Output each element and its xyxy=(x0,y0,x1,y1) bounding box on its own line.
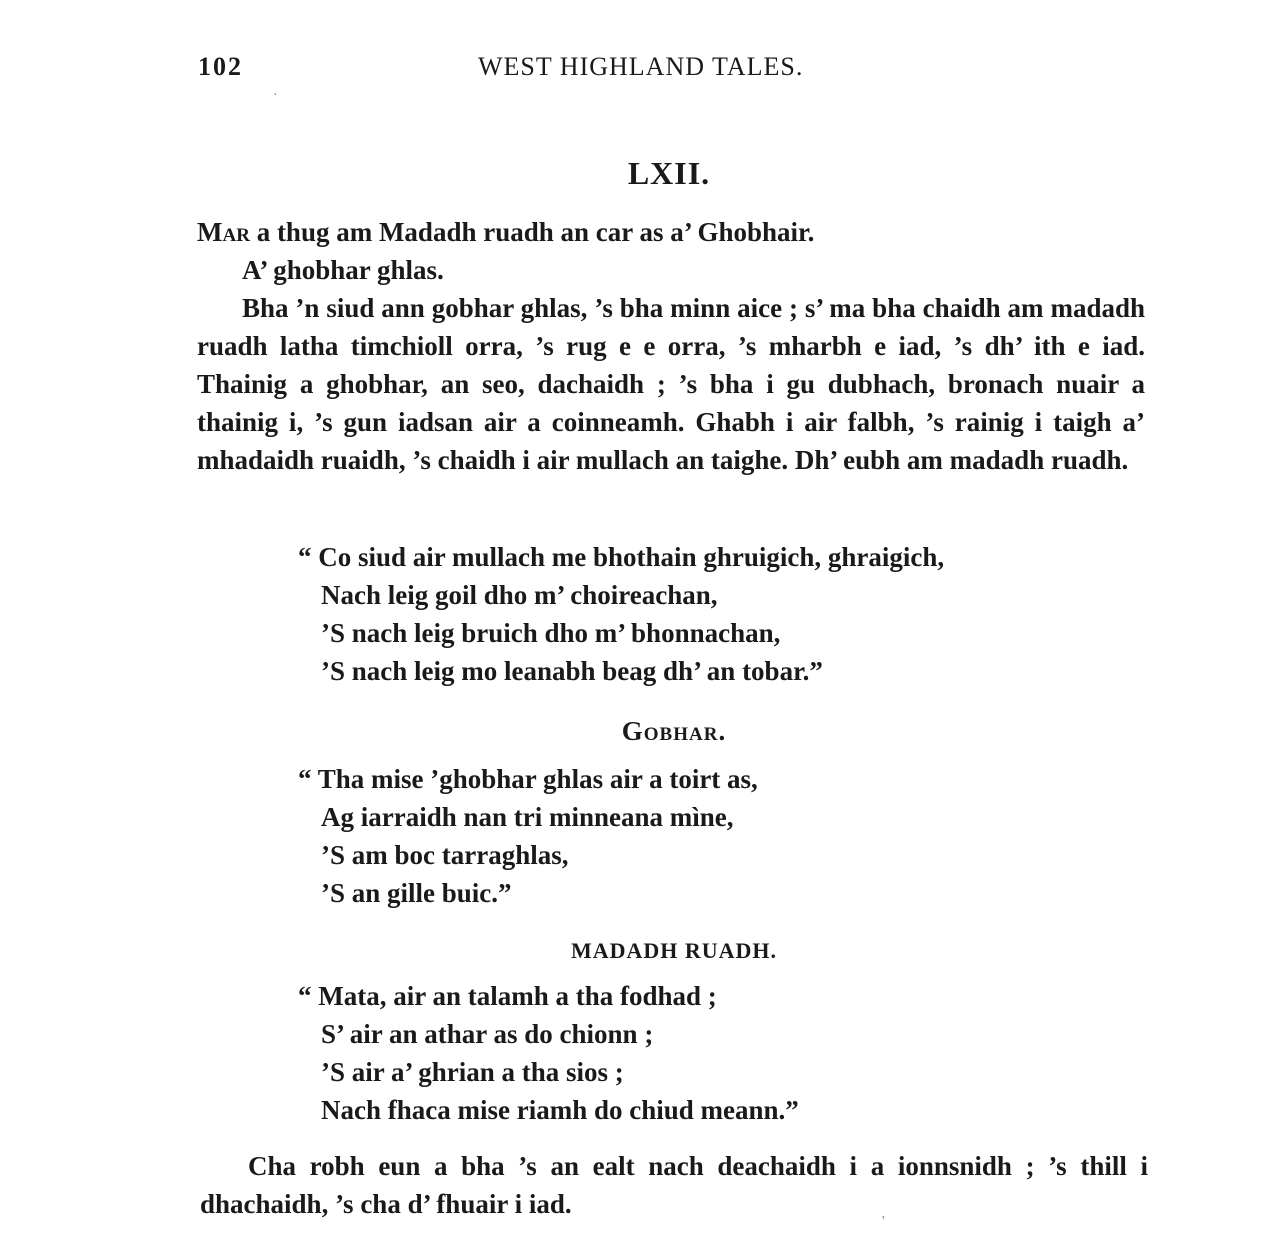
verse-line: ’S air a’ ghrian a tha sios ; xyxy=(321,1057,624,1087)
closing-paragraph xyxy=(200,1147,1148,1223)
verse-goat xyxy=(298,760,758,912)
verse-line: Ag iarraidh nan tri minneana mìne, xyxy=(321,802,734,832)
verse-line: “ Tha mise ’ghobhar ghlas air a toirt as, xyxy=(298,764,758,794)
page-number: 102 xyxy=(198,52,243,81)
chapter-heading: LXII. xyxy=(627,155,711,191)
verse-line: “ Mata, air an talamh a tha fodhad ; xyxy=(298,981,717,1011)
running-title: WEST HIGHLAND TALES. xyxy=(478,52,804,81)
stray-print-mark: · xyxy=(273,88,278,103)
closing-paragraph-text: Cha robh eun a bha ’s an ealt nach deachaidh i a ionnsnidh ; ’s thill i dhachaidh, ’s cha d’ fhuair i iad. xyxy=(200,1151,1148,1219)
intro-paragraph xyxy=(197,289,1145,479)
verse-line: ’S an gille buic.” xyxy=(321,878,512,908)
verse-line: ’S nach leig bruich dho m’ bhonnachan, xyxy=(321,618,781,648)
story-title-rest: a thug am Madadh ruadh an car as a’ Ghobhair. xyxy=(249,217,815,247)
story-title xyxy=(197,213,1145,251)
intro-paragraph-text: Bha ’n siud ann gobhar ghlas, ’s bha minn aice ; s’ ma bha chaidh am madadh ruadh latha timchioll orra, ’s rug e e orra, ’s mharbh e iad, ’s dh’ ith e iad. Thainig a ghobhar, an seo, dachaidh ; ’s bha i gu dubhach, bronach nuair a thainig i, ’s gun iadsan air a coinneamh. Ghabh i air falbh, ’s rainig i taigh a’ mhadaidh ruaidh, ’s chaidh i air mullach an taighe. Dh’ eubh am madadh ruadh. xyxy=(197,293,1145,475)
verse-line: Nach leig goil dho m’ choireachan, xyxy=(321,580,718,610)
stray-print-mark: ' xyxy=(882,1214,885,1229)
speaker-heading-fox: MADADH RUADH. xyxy=(570,938,778,963)
verse-line: “ Co siud air mullach me bhothain ghruigich, ghraigich, xyxy=(298,542,945,572)
verse-fox-reply xyxy=(298,977,799,1129)
verse-line: S’ air an athar as do chionn ; xyxy=(321,1019,654,1049)
verse-line: Nach fhaca mise riamh do chiud meann.” xyxy=(321,1095,799,1125)
speaker-heading-goat: Gobhar. xyxy=(621,716,727,746)
story-subtitle: A’ ghobhar ghlas. xyxy=(242,255,444,285)
verse-line: ’S nach leig mo leanabh beag dh’ an tobar.” xyxy=(321,656,823,686)
story-title-smallcap: Mar xyxy=(197,217,250,247)
running-head xyxy=(198,52,858,86)
verse-fox xyxy=(298,538,944,690)
verse-line: ’S am boc tarraghlas, xyxy=(321,840,569,870)
